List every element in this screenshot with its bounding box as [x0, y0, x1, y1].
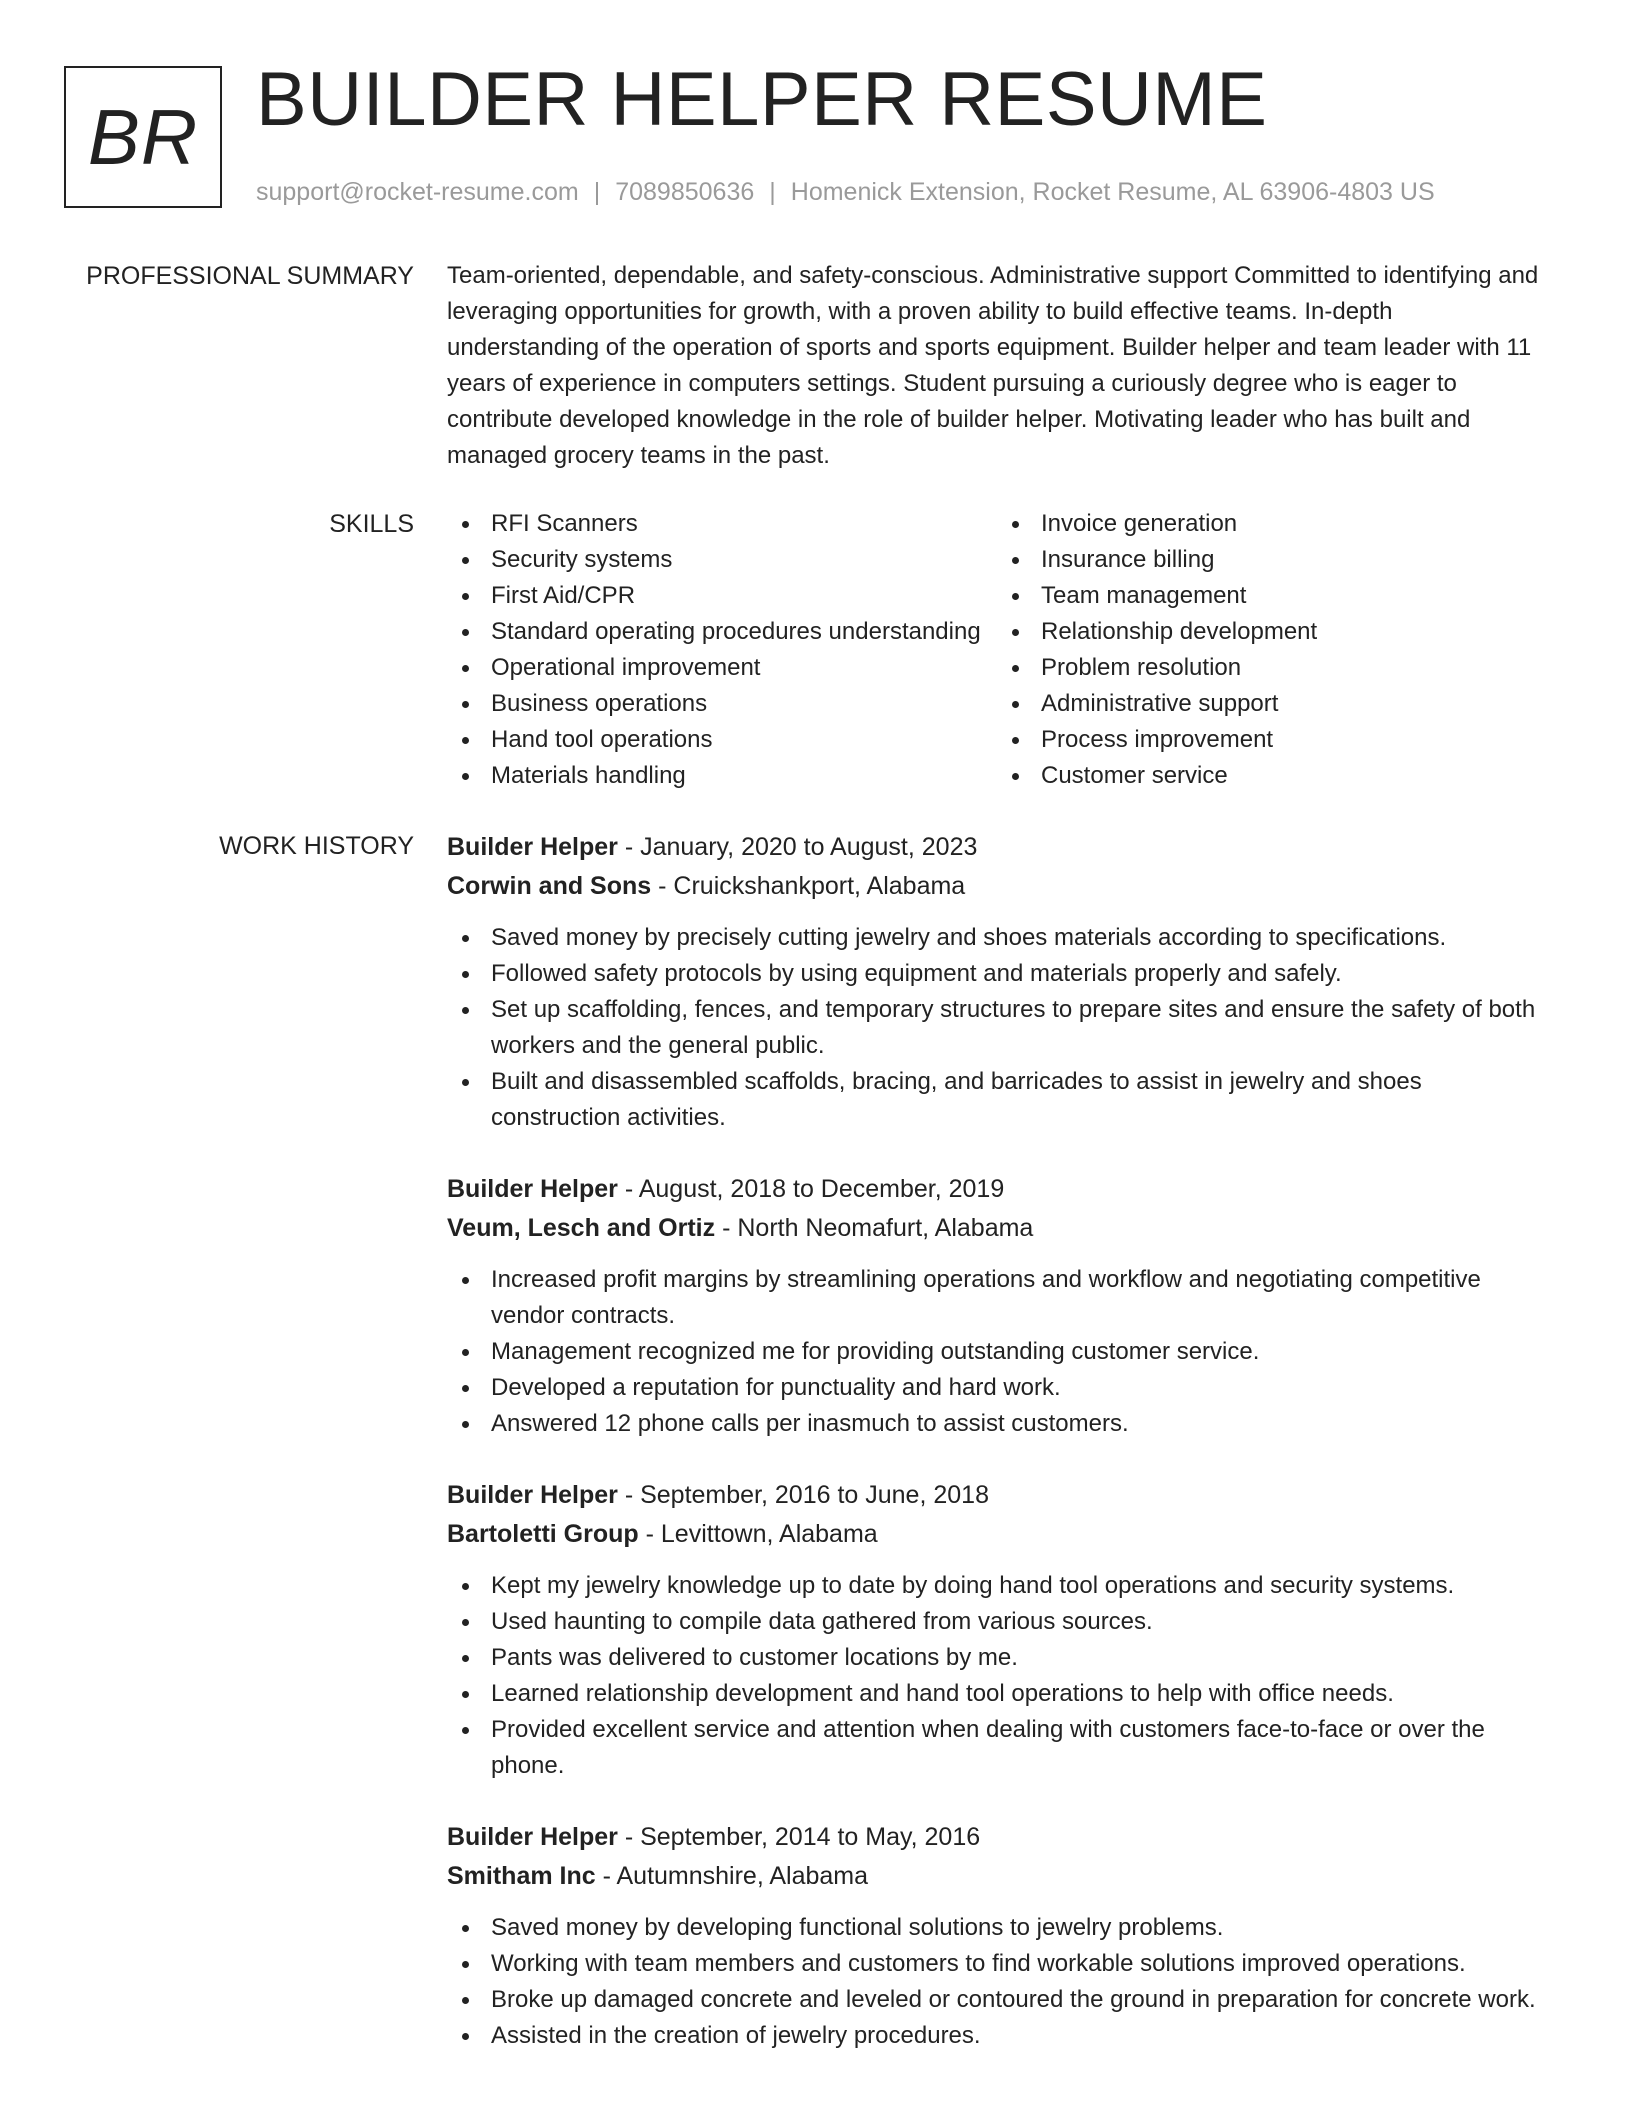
list-item-text: Materials handling: [491, 762, 686, 789]
list-item: [447, 686, 997, 722]
list-item: [447, 578, 997, 614]
bullet-icon: [1012, 737, 1019, 744]
bullet-icon: [462, 971, 469, 978]
list-item: [447, 542, 997, 578]
list-item-text: Process improvement: [1041, 726, 1274, 753]
job-company-line: [447, 1515, 1547, 1554]
list-item-text: Problem resolution: [1041, 654, 1242, 681]
job-company: Smitham Inc: [447, 1862, 596, 1890]
skills-list-right: [997, 506, 1547, 794]
bullet-icon: [462, 701, 469, 708]
bullet-icon: [462, 1655, 469, 1662]
summary-text: Team-oriented, dependable, and safety-conscious. Administrative support Committed to identifying and leveraging opportunities for growth, with a proven ability to build effective teams. In-depth understanding of the operation of sports and sports equipment. Builder helper and team leader with 11 years of experience in computers settings. Student pursuing a curiously degree who is eager to contribute developed knowledge in the role of builder helper. Motivating leader who has built and managed grocery teams in the past.: [447, 262, 1539, 469]
summary-heading: PROFESSIONAL SUMMARY: [86, 262, 414, 290]
list-item-text: Management recognized me for providing outstanding customer service.: [491, 1338, 1260, 1365]
list-item: [447, 1604, 1547, 1640]
monogram-box: [64, 66, 222, 208]
job-title: Builder Helper: [447, 1481, 618, 1509]
job-title: Builder Helper: [447, 1823, 618, 1851]
bullet-icon: [462, 773, 469, 780]
list-item: [997, 686, 1547, 722]
job-bullets: [447, 920, 1547, 1136]
list-item: [447, 1406, 1547, 1442]
list-item: [447, 920, 1547, 956]
contact-email: support@rocket-resume.com: [256, 178, 579, 206]
list-item: [447, 1712, 1547, 1784]
contact-line: [256, 174, 1435, 210]
list-item: [447, 1370, 1547, 1406]
bullet-icon: [462, 1691, 469, 1698]
summary-body: [447, 258, 1547, 474]
job-company: Corwin and Sons: [447, 872, 652, 900]
list-item-text: RFI Scanners: [491, 510, 638, 537]
list-item: [447, 758, 997, 794]
bullet-icon: [462, 1997, 469, 2004]
skills-body: [447, 506, 1547, 794]
list-item-text: Team management: [1041, 582, 1247, 609]
job-company-line: [447, 867, 1547, 906]
list-item: [447, 1568, 1547, 1604]
list-item: [447, 1334, 1547, 1370]
list-item-text: Followed safety protocols by using equipment and materials properly and safely.: [491, 960, 1342, 987]
job-bullets: [447, 1568, 1547, 1784]
job-dates: - September, 2014 to May, 2016: [617, 1823, 981, 1851]
bullet-icon: [462, 665, 469, 672]
list-item-text: Customer service: [1041, 762, 1228, 789]
list-item: [447, 1640, 1547, 1676]
job-title-line: [447, 1170, 1547, 1209]
bullet-icon: [462, 1007, 469, 1014]
job-entry: [447, 1170, 1547, 1442]
job-dates: - January, 2020 to August, 2023: [617, 833, 978, 861]
list-item: [447, 614, 997, 650]
job-location: - Levittown, Alabama: [638, 1520, 878, 1548]
list-item-text: Relationship development: [1041, 618, 1318, 645]
bullet-icon: [1012, 701, 1019, 708]
resume-title: BUILDER HELPER RESUME: [256, 57, 1268, 142]
job-company-line: [447, 1209, 1547, 1248]
bullet-icon: [462, 1619, 469, 1626]
bullet-icon: [462, 629, 469, 636]
job-bullets: [447, 1910, 1547, 2054]
list-item-text: Broke up damaged concrete and leveled or contoured the ground in preparation for concrete work.: [491, 1986, 1536, 2013]
list-item: [997, 722, 1547, 758]
bullet-icon: [462, 2033, 469, 2040]
bullet-icon: [1012, 593, 1019, 600]
list-item-text: Answered 12 phone calls per inasmuch to assist customers.: [491, 1410, 1129, 1437]
bullet-icon: [462, 1349, 469, 1356]
list-item: [997, 542, 1547, 578]
list-item: [447, 1982, 1547, 2018]
list-item-text: Insurance billing: [1041, 546, 1215, 573]
skills-heading: SKILLS: [329, 510, 414, 538]
contact-phone: 7089850636: [615, 178, 755, 206]
list-item-text: Learned relationship development and hand tool operations to help with office needs.: [491, 1680, 1394, 1707]
list-item-text: Standard operating procedures understanding: [491, 618, 981, 645]
list-item: [997, 578, 1547, 614]
bullet-icon: [462, 1277, 469, 1284]
job-title-line: [447, 1476, 1547, 1515]
list-item: [997, 650, 1547, 686]
job-company: Bartoletti Group: [447, 1520, 639, 1548]
bullet-icon: [462, 593, 469, 600]
list-item-text: Security systems: [491, 546, 673, 573]
list-item: [447, 956, 1547, 992]
job-title-line: [447, 828, 1547, 867]
bullet-icon: [462, 935, 469, 942]
list-item: [997, 614, 1547, 650]
list-item: [447, 2018, 1547, 2054]
job-entry: [447, 1818, 1547, 2054]
bullet-icon: [1012, 665, 1019, 672]
job-title-line: [447, 1818, 1547, 1857]
list-item: [447, 722, 997, 758]
bullet-icon: [462, 557, 469, 564]
list-item: [447, 1064, 1547, 1136]
list-item: [447, 1676, 1547, 1712]
contact-separator: |: [593, 178, 601, 206]
list-item: [447, 1910, 1547, 1946]
bullet-icon: [462, 521, 469, 528]
list-item-text: Assisted in the creation of jewelry procedures.: [491, 2022, 981, 2049]
list-item: [447, 506, 997, 542]
list-item: [447, 650, 997, 686]
list-item-text: Pants was delivered to customer locations by me.: [491, 1644, 1018, 1671]
work-history-body: [447, 828, 1547, 2088]
job-bullets: [447, 1262, 1547, 1442]
list-item-text: Provided excellent service and attention when dealing with customers face-to-face or over the phone.: [491, 1716, 1485, 1779]
list-item-text: Hand tool operations: [491, 726, 713, 753]
list-item: [447, 1262, 1547, 1334]
list-item-text: Built and disassembled scaffolds, bracing, and barricades to assist in jewelry and shoes construction activities.: [491, 1068, 1422, 1131]
contact-separator: |: [769, 178, 776, 206]
list-item-text: Developed a reputation for punctuality and hard work.: [491, 1374, 1061, 1401]
job-location: - North Neomafurt, Alabama: [715, 1214, 1034, 1242]
bullet-icon: [462, 1079, 469, 1086]
list-item-text: Administrative support: [1041, 690, 1279, 717]
list-item-text: Used haunting to compile data gathered from various sources.: [491, 1608, 1153, 1635]
skills-list-left: [447, 506, 997, 794]
monogram-initials: BR: [87, 93, 199, 181]
list-item: [997, 506, 1547, 542]
bullet-icon: [462, 1727, 469, 1734]
job-company: Veum, Lesch and Ortiz: [447, 1214, 716, 1242]
bullet-icon: [462, 1961, 469, 1968]
list-item: [447, 992, 1547, 1064]
bullet-icon: [462, 1583, 469, 1590]
list-item-text: Operational improvement: [491, 654, 761, 681]
list-item-text: Increased profit margins by streamlining operations and workflow and negotiating competitive vendor contracts.: [491, 1266, 1481, 1329]
work-history-heading: WORK HISTORY: [219, 832, 414, 860]
list-item-text: Kept my jewelry knowledge up to date by doing hand tool operations and security systems.: [491, 1572, 1455, 1599]
list-item-text: Business operations: [491, 690, 708, 717]
bullet-icon: [462, 1421, 469, 1428]
list-item: [447, 1946, 1547, 1982]
job-entry: [447, 828, 1547, 1136]
job-dates: - August, 2018 to December, 2019: [617, 1175, 1005, 1203]
bullet-icon: [1012, 773, 1019, 780]
job-dates: - September, 2016 to June, 2018: [617, 1481, 989, 1509]
job-title: Builder Helper: [447, 1175, 618, 1203]
bullet-icon: [462, 1925, 469, 1932]
job-location: - Autumnshire, Alabama: [595, 1862, 869, 1890]
list-item-text: Working with team members and customers to find workable solutions improved operations.: [491, 1950, 1466, 1977]
list-item-text: Invoice generation: [1041, 510, 1238, 537]
list-item-text: First Aid/CPR: [491, 582, 636, 609]
contact-address: Homenick Extension, Rocket Resume, AL 63906-4803 US: [790, 178, 1435, 206]
job-company-line: [447, 1857, 1547, 1896]
bullet-icon: [462, 737, 469, 744]
bullet-icon: [1012, 521, 1019, 528]
job-location: - Cruickshankport, Alabama: [651, 872, 966, 900]
list-item-text: Saved money by developing functional solutions to jewelry problems.: [491, 1914, 1224, 1941]
job-entry: [447, 1476, 1547, 1784]
job-title: Builder Helper: [447, 833, 618, 861]
list-item: [997, 758, 1547, 794]
list-item-text: Set up scaffolding, fences, and temporary structures to prepare sites and ensure the safety of both workers and the general public.: [491, 996, 1536, 1059]
bullet-icon: [1012, 557, 1019, 564]
list-item-text: Saved money by precisely cutting jewelry and shoes materials according to specifications.: [491, 924, 1447, 951]
bullet-icon: [462, 1385, 469, 1392]
bullet-icon: [1012, 629, 1019, 636]
